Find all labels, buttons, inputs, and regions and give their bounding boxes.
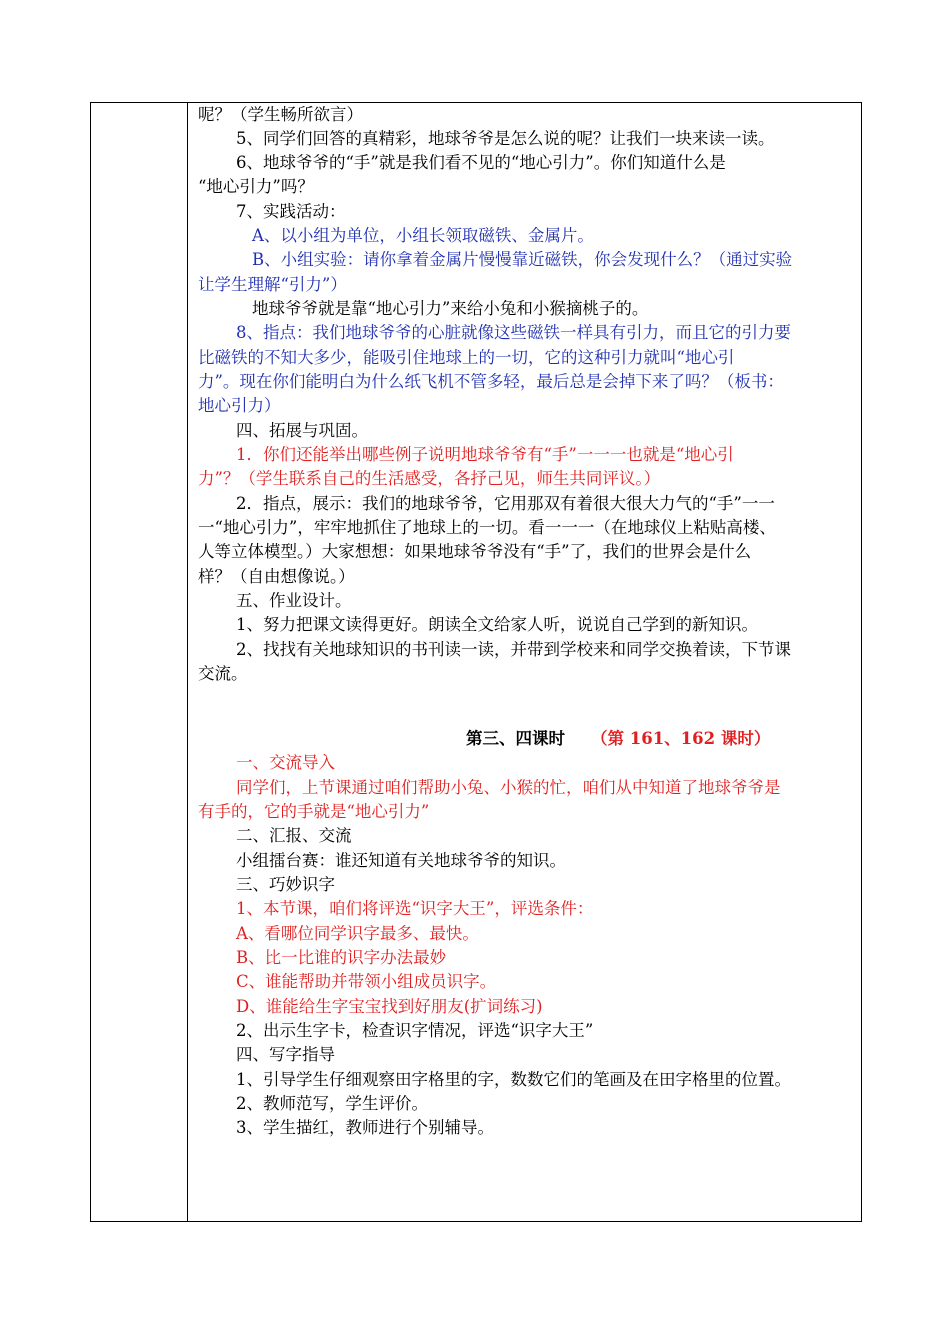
text-line-red: 一、交流导入 [236,753,335,772]
text-line: 四、写字指导 [236,1045,335,1064]
text-line-blue: 8、指点：我们地球爷爷的心脏就像这些磁铁一样具有引力，而且它的引力要 [236,323,791,342]
text-line-blue: 地心引力） [198,396,281,415]
text-line-red: B、比一比谁的识字办法最妙 [236,948,447,967]
text-line-red: 1、本节课，咱们将评选“识字大王”，评选条件： [236,899,594,918]
text-line-red: C、谁能帮助并带领小组成员识字。 [236,972,497,991]
text-line: 样？（自由想像说。） [198,567,355,586]
text-line-red: 力”？（学生联系自己的生活感受，各抒己见，师生共同评议。） [198,469,661,488]
text-line-blue: 力”。现在你们能明白为什么纸飞机不管多轻，最后总是会掉下来了吗？（板书： [198,372,784,391]
text-line: 小组擂台赛：谁还知道有关地球爷爷的知识。 [236,851,566,870]
text-line: 五、作业设计。 [236,591,352,610]
text-line-red: 有手的，它的手就是“地心引力” [198,802,430,821]
text-line: 呢？（学生畅所欲言） [198,105,363,124]
text-line: 四、拓展与巩固。 [236,421,368,440]
text-line-blue: B、小组实验：请你拿着金属片慢慢靠近磁铁，你会发现什么？（通过实验 [252,250,793,269]
text-line: 2．指点，展示：我们的地球爷爷，它用那双有着很大很大力气的“手”一一 [236,494,775,513]
text-line: 二、汇报、交流 [236,826,352,845]
text-line: 5、同学们回答的真精彩，地球爷爷是怎么说的呢？让我们一块来读一读。 [236,129,775,148]
column-divider [187,103,188,1221]
text-line: 2、出示生字卡，检查识字情况，评选“识字大王” [236,1021,594,1040]
text-line: 7、实践活动： [236,202,346,221]
text-line: 2、找找有关地球知识的书刊读一读，并带到学校来和同学交换着读，下节课 [236,640,791,659]
text-line-blue: 让学生理解“引力”） [198,275,347,294]
text-line-blue: 比磁铁的不知大多少，能吸引住地球上的一切，它的这种引力就叫“地心引 [198,348,735,367]
text-line: 一“地心引力”，牢牢地抓住了地球上的一切。看一一一（在地球仪上粘贴高楼、 [198,518,776,537]
text-line-red: 1．你们还能举出哪些例子说明地球爷爷有“手”一一一也就是“地心引 [236,445,734,464]
text-line: “地心引力”吗？ [198,177,314,196]
text-line-blue: A、以小组为单位，小组长领取磁铁、金属片。 [252,226,594,245]
heading-sub: （第 161、162 课时） [591,729,771,748]
section-heading [466,727,770,751]
text-line: 3、学生描红，教师进行个别辅导。 [236,1118,494,1137]
heading-main: 第三、四课时 [466,729,565,748]
text-line: 6、地球爷爷的“手”就是我们看不见的“地心引力”。你们知道什么是 [236,153,726,172]
text-line: 地球爷爷就是靠“地心引力”来给小兔和小猴摘桃子的。 [252,299,649,318]
text-line: 人等立体模型。）大家想想：如果地球爷爷没有“手”了，我们的世界会是什么 [198,542,752,561]
text-line-red: A、看哪位同学识字最多、最快。 [236,924,479,943]
text-line: 交流。 [198,664,248,683]
lesson-plan-table [90,102,862,1222]
text-line: 2、教师范写，学生评价。 [236,1094,428,1113]
text-line: 1、努力把课文读得更好。朗读全文给家人听，说说自己学到的新知识。 [236,615,758,634]
text-line-red: 同学们，上节课通过咱们帮助小兔、小猴的忙，咱们从中知道了地球爷爷是 [236,778,781,797]
text-line: 三、巧妙识字 [236,875,335,894]
text-line: 1、引导学生仔细观察田字格里的字，数数它们的笔画及在田字格里的位置。 [236,1070,791,1089]
text-line-red: D、谁能给生字宝宝找到好朋友(扩词练习) [236,997,543,1016]
